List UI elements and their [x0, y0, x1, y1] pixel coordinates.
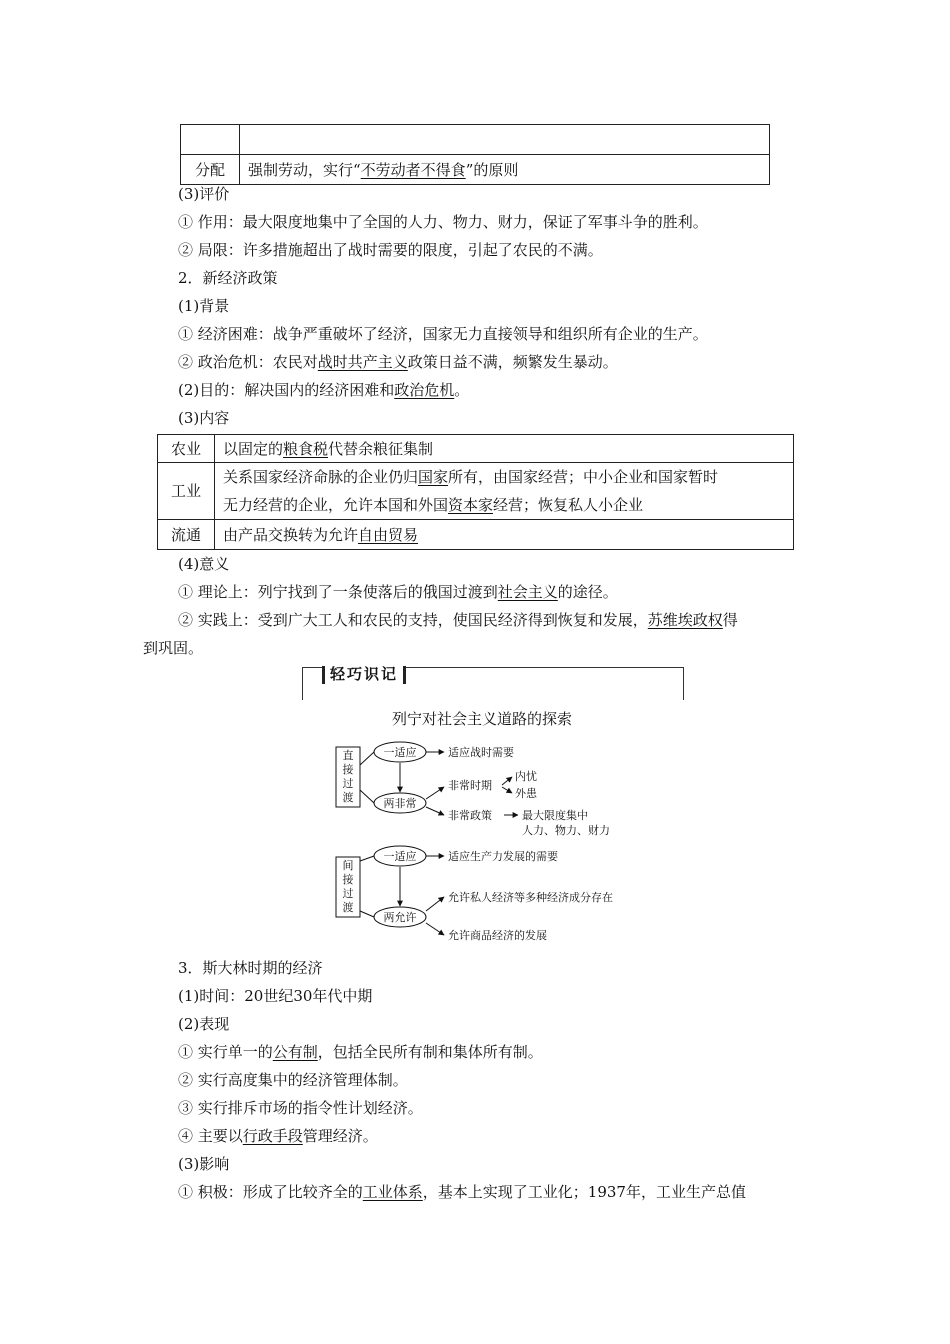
adapt-prod-text: 适应生产力发展的需要 [448, 850, 558, 863]
extra-time-text: 非常时期 [448, 779, 492, 792]
nep-table [157, 434, 794, 550]
table-key-distribution: 分配 [181, 155, 240, 185]
indirect-link-top [360, 856, 374, 861]
arrow-allow-1 [426, 897, 444, 911]
background-item-1: ① 经济困难：战争严重破坏了经济，国家无力直接领导和组织所有企业的生产。 [178, 325, 708, 343]
nep-key-industry: 工业 [158, 463, 215, 520]
indirect-link-bottom [360, 911, 374, 917]
direct-char-2: 接 [342, 763, 354, 776]
content-title: (3)内容 [178, 409, 230, 427]
direct-char-4: 渡 [342, 791, 354, 804]
two-allow-text: 两允许 [383, 911, 417, 924]
indirect-char-3: 过 [342, 887, 354, 900]
one-adapt2-text: 一适应 [383, 850, 417, 863]
allow-1-text: 允许私人经济等多种经济成分存在 [448, 891, 613, 904]
eval-item-2: ② 局限：许多措施超出了战时需要的限度，引起了农民的不满。 [178, 241, 603, 259]
memory-tip-label: 轻巧识记 [322, 663, 406, 684]
eval-item-1: ① 作用：最大限度地集中了全国的人力、物力、财力，保证了军事斗争的胜利。 [178, 213, 708, 231]
meaning-title: (4)意义 [178, 555, 230, 573]
show-item-1: ① 实行单一的公有制，包括全民所有制和集体所有制。 [178, 1043, 543, 1061]
inner-worry-text: 内忧 [515, 770, 537, 783]
one-adapt-text: 一适应 [383, 746, 417, 759]
arrow-allow-2 [426, 923, 444, 935]
lenin-path-diagram [330, 735, 660, 950]
distribution-table [180, 124, 770, 185]
nep-value-industry: 关系国家经济命脉的企业仍归国家所有，由国家经营；中小企业和国家暂时 无力经营的企业，允许本国和外国资本家经营；恢复私人小企业 [215, 463, 794, 520]
direct-link-bottom [360, 790, 374, 803]
impact-title: (3)影响 [178, 1155, 230, 1173]
indirect-char-4: 渡 [342, 901, 354, 914]
table-key-empty [181, 125, 240, 155]
diagram-title: 列宁对社会主义道路的探索 [392, 710, 573, 728]
outer-trouble-text: 外患 [515, 787, 537, 800]
meaning-item-1: ① 理论上：列宁找到了一条使落后的俄国过渡到社会主义的途径。 [178, 583, 618, 601]
show-title: (2)表现 [178, 1015, 230, 1033]
eval-title: (3)评价 [178, 185, 230, 203]
nep-value-agriculture: 以固定的粮食税代替余粮征集制 [215, 435, 794, 463]
show-item-4: ④ 主要以行政手段管理经济。 [178, 1127, 378, 1145]
show-item-3: ③ 实行排斥市场的指令性计划经济。 [178, 1099, 423, 1117]
meaning-item-2-cont: 到巩固。 [143, 639, 204, 657]
arrow-extra-policy [426, 807, 444, 815]
extra-policy-text: 非常政策 [448, 809, 492, 822]
arrow-extra-time [426, 787, 444, 799]
section-heading-2: 2．新经济政策 [178, 269, 278, 287]
table-value-empty [240, 125, 770, 155]
stalin-time: (1)时间：20世纪30年代中期 [178, 987, 373, 1005]
indirect-char-1: 间 [342, 859, 354, 872]
background-title: (1)背景 [178, 297, 230, 315]
show-item-2: ② 实行高度集中的经济管理体制。 [178, 1071, 408, 1089]
meaning-item-2: ② 实践上：受到广大工人和农民的支持，使国民经济得到恢复和发展，苏维埃政权得 [178, 611, 738, 629]
impact-item-1: ① 积极：形成了比较齐全的工业体系，基本上实现了工业化；1937年，工业生产总值 [178, 1183, 746, 1201]
background-item-2: ② 政治危机：农民对战时共产主义政策日益不满，频繁发生暴动。 [178, 353, 618, 371]
table-value-distribution: 强制劳动，实行“不劳动者不得食”的原则 [240, 155, 770, 185]
allow-2-text: 允许商品经济的发展 [448, 929, 547, 942]
direct-char-3: 过 [342, 777, 354, 790]
arrow-outer [502, 787, 512, 793]
arrow-inner [502, 777, 512, 785]
section-heading-3: 3．斯大林时期的经济 [178, 959, 323, 977]
goal-line: (2)目的：解决国内的经济困难和政治危机。 [178, 381, 470, 399]
two-extra-text: 两非常 [383, 797, 417, 810]
direct-char-1: 直 [342, 749, 354, 762]
policy-line-1: 最大限度集中 [522, 809, 588, 822]
direct-link-top [360, 752, 374, 765]
indirect-char-2: 接 [342, 873, 354, 886]
nep-value-circulation: 由产品交换转为允许自由贸易 [215, 520, 794, 550]
nep-key-agriculture: 农业 [158, 435, 215, 463]
adapt-war-text: 适应战时需要 [448, 746, 514, 759]
nep-key-circulation: 流通 [158, 520, 215, 550]
policy-line-2: 人力、物力、财力 [522, 824, 610, 837]
